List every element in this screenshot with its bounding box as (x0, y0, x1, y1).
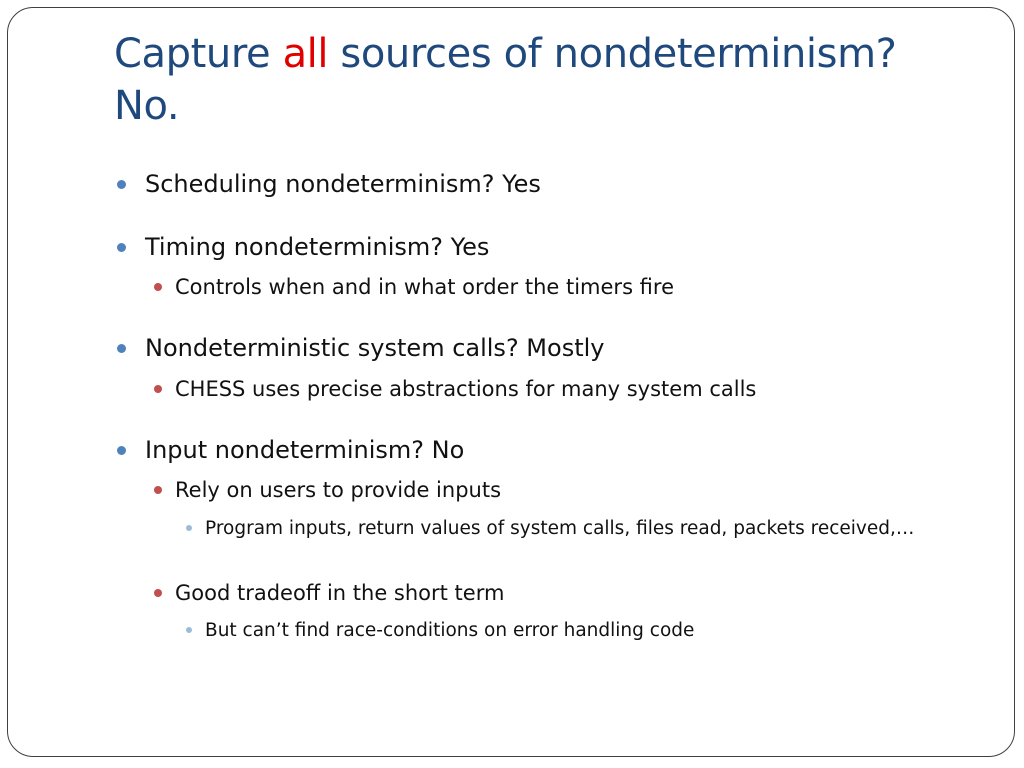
sub-sub-bullet-item (205, 618, 925, 644)
bullet-item (145, 169, 541, 199)
title-text-part2: sources of nondeterminism? (328, 31, 897, 77)
title-text-part1: Capture (114, 31, 283, 77)
sub-bullet-text: Controls when and in what order the timers fire (175, 275, 675, 299)
bullet-item (145, 333, 604, 363)
sub-bullet-item (175, 580, 504, 606)
title-accent-word: all (282, 31, 329, 77)
sub-bullet-dot-icon (154, 283, 162, 291)
sub-bullet-item (175, 274, 674, 300)
sub-bullet-text: Rely on users to provide inputs (175, 478, 502, 502)
sub-bullet-item (175, 477, 501, 503)
sub-bullet-dot-icon (154, 385, 162, 393)
sub-sub-bullet-dot-icon (186, 525, 192, 531)
bullet-text: Scheduling nondeterminism? Yes (145, 170, 541, 198)
sub-bullet-text: CHESS uses precise abstractions for many system calls (175, 377, 757, 401)
sub-bullet-text: Good tradeoff in the short term (175, 581, 505, 605)
bullet-item (145, 232, 489, 262)
sub-sub-bullet-text: But can’t find race-conditions on error handling code (205, 620, 695, 641)
sub-bullet-dot-icon (154, 486, 162, 494)
bullet-text: Input nondeterminism? No (145, 436, 465, 464)
sub-sub-bullet-dot-icon (186, 627, 192, 633)
bullet-item (145, 435, 464, 465)
bullet-dot-icon (117, 446, 126, 455)
bullet-text: Timing nondeterminism? Yes (145, 233, 490, 261)
bullet-dot-icon (117, 180, 126, 189)
sub-sub-bullet-item (205, 516, 925, 542)
sub-sub-bullet-text: Program inputs, return values of system calls, files read, packets received,… (205, 518, 915, 539)
sub-bullet-item (175, 376, 756, 402)
bullet-dot-icon (117, 243, 126, 252)
title-line-2: No. (114, 83, 180, 129)
sub-bullet-dot-icon (154, 589, 162, 597)
bullet-dot-icon (117, 344, 126, 353)
bullet-text: Nondeterministic system calls? Mostly (145, 334, 605, 362)
